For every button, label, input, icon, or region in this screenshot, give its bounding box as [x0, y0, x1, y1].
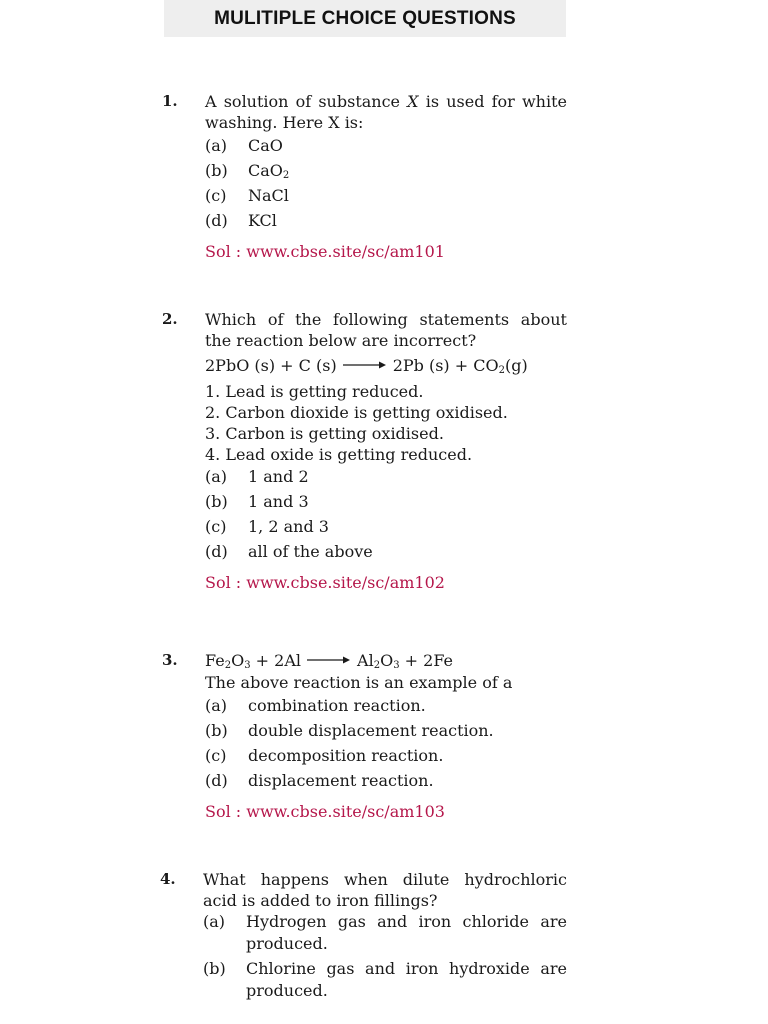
option-c: [205, 514, 567, 539]
option-word: iron: [405, 959, 439, 978]
option-b: [205, 489, 567, 514]
formula-text: Al: [357, 650, 374, 670]
solution-link[interactable]: Sol : www.cbse.site/sc/am102: [205, 573, 445, 592]
formula-subscript: 2: [498, 364, 505, 376]
option-text-line: produced.: [246, 981, 328, 1000]
equation-reactants: [205, 651, 301, 670]
option-word: gas: [337, 912, 366, 931]
statement: 4. Lead oxide is getting reduced.: [205, 445, 473, 464]
formula-text: 2Pb (s) + CO: [392, 355, 499, 375]
stem-word: when: [343, 870, 388, 889]
option-text: 1 and 3: [248, 492, 309, 511]
reaction-arrow-icon: [307, 655, 351, 665]
stem-word: the: [295, 310, 322, 329]
stem-word: hydrochloric: [464, 870, 567, 889]
option-text: 1 and 2: [248, 467, 309, 486]
option-text: double displacement reaction.: [248, 721, 494, 740]
option-text: 1, 2 and 3: [248, 517, 329, 536]
reaction-arrow-icon: [343, 360, 387, 370]
chemical-equation: [205, 648, 567, 672]
option-word: Hydrogen: [246, 912, 327, 931]
formula-text: O: [231, 650, 245, 670]
option-label: (a): [205, 136, 228, 155]
option-b: [205, 158, 567, 183]
option-text-line: [246, 958, 567, 980]
formula-text: O: [380, 650, 394, 670]
option-a: [203, 911, 567, 955]
option-label: (b): [203, 959, 226, 978]
option-text: decomposition reaction.: [248, 746, 444, 765]
question-stem-line: [203, 869, 567, 890]
option-word: are: [540, 959, 567, 978]
formula-text: CaO: [248, 161, 283, 180]
option-label: (c): [205, 186, 227, 205]
question-stem: The above reaction is an example of a: [205, 673, 513, 692]
question-body: [205, 648, 567, 823]
option-word: Chlorine: [246, 959, 316, 978]
stem-word: dilute: [402, 870, 450, 889]
option-a: [205, 693, 567, 718]
formula-subscript: 3: [393, 659, 400, 671]
question-stem-line: the reaction below are incorrect?: [205, 331, 477, 350]
question-stem-line: [205, 309, 567, 330]
question-stem-line: [205, 91, 567, 112]
option-text-line: [246, 911, 567, 933]
formula-text: Fe: [205, 650, 225, 670]
stem-word: of: [267, 310, 284, 329]
question-number: 2.: [162, 310, 178, 328]
option-label: (a): [205, 696, 228, 715]
stem-word: of: [295, 92, 312, 111]
formula-text: + 2Al: [250, 650, 302, 670]
statement: 1. Lead is getting reduced.: [205, 382, 424, 401]
question-stem-line: washing. Here X is:: [205, 113, 364, 132]
formula-subscript: 2: [373, 659, 381, 671]
option-text: NaCl: [248, 186, 289, 205]
option-d: [205, 208, 567, 233]
option-label: (c): [205, 517, 227, 536]
question-body: [205, 91, 567, 263]
equation-reactants: 2PbO (s) + C (s): [205, 355, 337, 375]
chemical-equation: [205, 353, 567, 377]
option-label: (a): [203, 912, 226, 931]
stem-word: X: [407, 92, 419, 111]
option-c: [205, 183, 567, 208]
question-number: 4.: [160, 870, 176, 888]
option-label: (b): [205, 492, 228, 511]
question-number: 3.: [162, 651, 178, 669]
stem-word: used: [446, 92, 485, 111]
option-text: [248, 158, 567, 183]
formula-subscript: 2: [282, 170, 290, 181]
option-label: (a): [205, 467, 228, 486]
page-title: MULITIPLE CHOICE QUESTIONS: [214, 7, 516, 29]
solution-link[interactable]: Sol : www.cbse.site/sc/am101: [205, 242, 445, 261]
statement: 3. Carbon is getting oxidised.: [205, 424, 444, 443]
option-word: and: [377, 912, 408, 931]
equation-products: [393, 356, 528, 375]
formula-subscript: 2: [224, 659, 232, 671]
option-text: [246, 958, 567, 1002]
solution-link[interactable]: Sol : www.cbse.site/sc/am103: [205, 802, 445, 821]
option-text: KCl: [248, 211, 277, 230]
option-c: [205, 743, 567, 768]
option-word: are: [540, 912, 567, 931]
option-word: gas: [326, 959, 355, 978]
option-text: combination reaction.: [248, 696, 426, 715]
question-body: [203, 869, 567, 1002]
formula-text: (g): [504, 355, 528, 375]
stem-word: about: [520, 310, 567, 329]
option-label: (d): [205, 211, 228, 230]
stem-word: following: [332, 310, 408, 329]
option-word: and: [365, 959, 396, 978]
stem-word: substance: [318, 92, 401, 111]
formula-text: + 2Fe: [399, 650, 454, 670]
option-text: [246, 911, 567, 955]
option-label: (d): [205, 771, 228, 790]
option-text: CaO: [248, 136, 283, 155]
statement: 2. Carbon dioxide is getting oxidised.: [205, 403, 508, 422]
option-b: [203, 958, 567, 1002]
option-d: [205, 768, 567, 793]
option-b: [205, 718, 567, 743]
stem-word: statements: [419, 310, 510, 329]
stem-word: solution: [223, 92, 289, 111]
question-body: [205, 309, 567, 594]
stem-word: Which: [205, 310, 257, 329]
option-label: (b): [205, 721, 228, 740]
equation-products: [357, 651, 453, 670]
option-label: (c): [205, 746, 227, 765]
option-label: (b): [205, 161, 228, 180]
option-text-line: produced.: [246, 934, 328, 953]
page-header: [164, 0, 566, 37]
option-text: all of the above: [248, 542, 373, 561]
formula-subscript: 3: [244, 659, 251, 671]
stem-word: is: [425, 92, 440, 111]
stem-word: happens: [260, 870, 329, 889]
option-d: [205, 539, 567, 564]
option-a: [205, 133, 567, 158]
option-word: hydroxide: [449, 959, 530, 978]
question-number: 1.: [162, 92, 178, 110]
option-a: [205, 464, 567, 489]
option-word: chloride: [462, 912, 530, 931]
stem-word: white: [521, 92, 567, 111]
option-label: (d): [205, 542, 228, 561]
option-word: iron: [418, 912, 452, 931]
stem-word: for: [491, 92, 515, 111]
question-stem-line: acid is added to iron fillings?: [203, 891, 438, 910]
stem-word: What: [203, 870, 246, 889]
stem-word: A: [205, 92, 217, 111]
option-text: displacement reaction.: [248, 771, 434, 790]
